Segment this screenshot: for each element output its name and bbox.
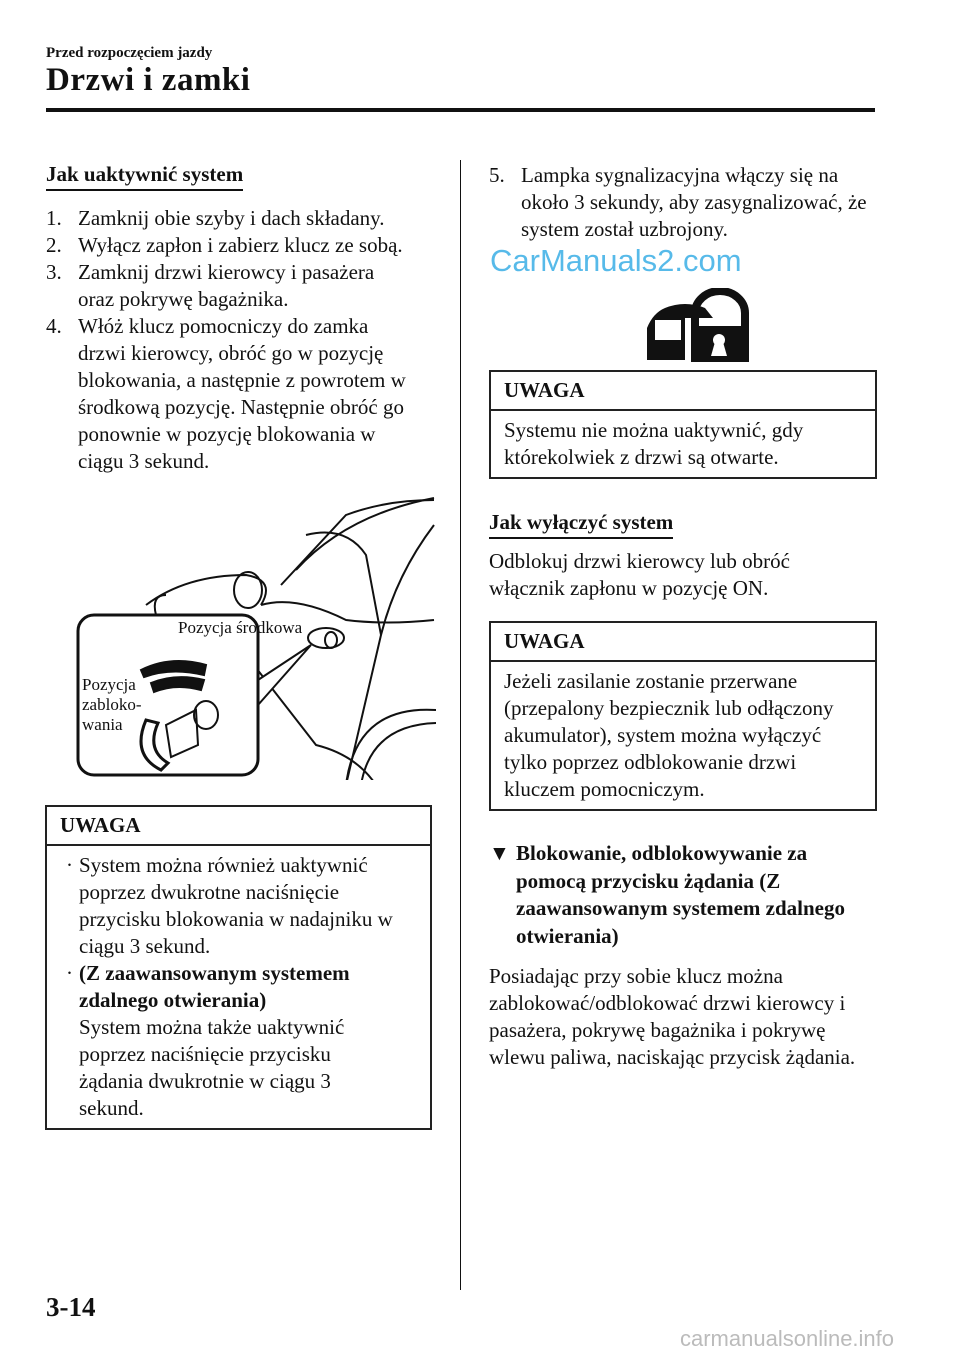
watermark-bottom: carmanualsonline.info	[680, 1326, 895, 1351]
step-item	[46, 259, 426, 313]
bullet-dot: ·	[66, 961, 73, 985]
section-label: Przed rozpoczęciem jazdy	[46, 45, 213, 61]
note-body: Jeżeli zasilanie zostanie przerwane (przepalony bezpiecznik lub odłączony akumulator), system można wyłączyć tylko poprzez odblokowanie drzwi kluczem pomocniczym.	[504, 669, 834, 801]
page-title: Drzwi i zamki	[46, 62, 251, 98]
step-item	[46, 313, 426, 475]
step-item	[46, 205, 426, 232]
step-number: 4.	[46, 314, 62, 338]
figure-label-center: Pozycja środkowa	[178, 618, 303, 637]
step-item	[46, 232, 426, 259]
note-title: UWAGA	[491, 623, 875, 662]
figure-label-locked	[82, 675, 141, 735]
triangle-down-icon: ▼	[489, 841, 510, 865]
deactivate-paragraph: Odblokuj drzwi kierowcy lub obróć włącznik zapłonu w pozycję ON.	[489, 549, 790, 600]
note-box	[489, 621, 877, 811]
bullet-text: System można również uaktywnić poprzez dwukrotne naciśnięcie przycisku blokowania w nadajniku w ciągu 3 sekund.	[79, 853, 393, 958]
request-button-paragraph: Posiadając przy sobie klucz można zablokować/odblokować drzwi kierowcy i pasażera, pokrywę bagażnika i pokrywę wlewu paliwa, naciskając przycisk żądania.	[489, 964, 856, 1069]
door-key-cylinder	[308, 628, 344, 648]
figure-label-line: wania	[82, 715, 123, 734]
note-box	[45, 805, 432, 1130]
step-number: 2.	[46, 233, 62, 257]
header-rule	[46, 108, 875, 112]
step-number: 3.	[46, 260, 62, 284]
step-text: Włóż klucz pomocniczy do zamka drzwi kierowcy, obróć go w pozycję blokowania, a następnie z powrotem w środkową pozycję. Następnie obróć go ponownie w pozycję blokowania w ciągu 3 sekund.	[78, 314, 406, 473]
step-text: Wyłącz zapłon i zabierz klucz ze sobą.	[78, 233, 403, 257]
heading-activate: Jak uaktywnić system	[46, 162, 243, 191]
step-text: Zamknij drzwi kierowcy i pasażera oraz pokrywę bagażnika.	[78, 260, 375, 311]
steps-list	[46, 205, 426, 475]
note-bullet	[60, 960, 400, 1122]
note-body: Systemu nie można uaktywnić, gdy którekolwiek z drzwi są otwarte.	[504, 418, 804, 469]
step-text: Zamknij obie szyby i dach składany.	[78, 206, 385, 230]
note-title: UWAGA	[491, 372, 875, 411]
car-lock-icon	[645, 288, 750, 363]
column-divider	[460, 160, 461, 1290]
left-column	[46, 162, 430, 475]
note-bullet	[60, 852, 400, 960]
note-body	[47, 846, 430, 1128]
note-box	[489, 370, 877, 479]
subheading-text: Blokowanie, odblokowywanie za pomocą przycisku żądania (Z zaawansowanym systemem zdalnego otwierania)	[516, 841, 845, 948]
bullet-text: System można także uaktywnić poprzez naciśnięcie przycisku żądania dwukrotnie w ciągu 3 sekund.	[79, 1015, 345, 1120]
page-number: 3-14	[46, 1292, 96, 1322]
heading-deactivate: Jak wyłączyć system	[489, 510, 673, 539]
step-text: Lampka sygnalizacyjna włączy się na około 3 sekundy, aby zasygnalizować, że system został uzbrojony.	[521, 163, 867, 241]
figure-label-line: Pozycja	[82, 675, 136, 694]
note-title: UWAGA	[47, 807, 430, 846]
bullet-bold-text: (Z zaawansowanym systemem zdalnego otwierania)	[79, 961, 350, 1012]
step-5	[489, 162, 869, 243]
heading-deactivate-wrap	[489, 510, 673, 539]
bullet-dot: ·	[66, 853, 73, 877]
figure-label-line: zabloko-	[82, 695, 142, 714]
watermark-top: CarManuals2.com	[490, 243, 742, 278]
step-number: 1.	[46, 206, 62, 230]
subheading-request-button	[489, 840, 866, 950]
step-number: 5.	[489, 163, 505, 187]
